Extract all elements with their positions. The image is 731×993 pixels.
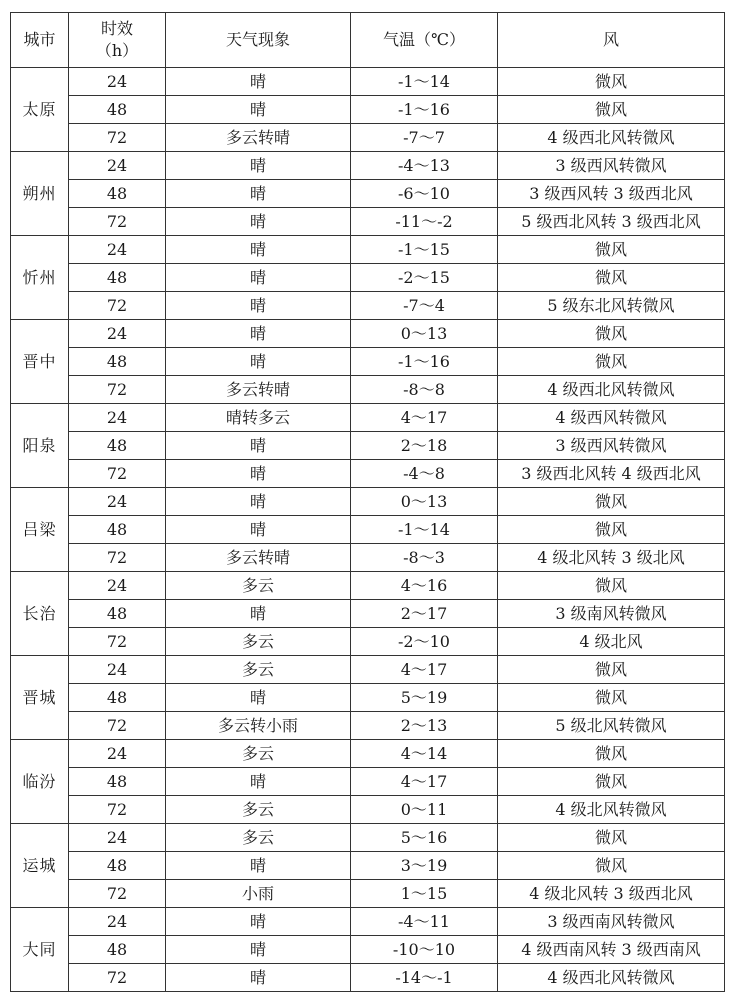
city-name: 阳泉 (11, 404, 69, 488)
table-row (11, 516, 725, 544)
wind-cell: 3 级西风转 3 级西北风 (498, 180, 725, 208)
period-cell: 24 (69, 320, 166, 348)
weather-cell: 晴 (166, 460, 351, 488)
wind-cell: 微风 (498, 740, 725, 768)
weather-cell: 晴 (166, 600, 351, 628)
wind-cell: 微风 (498, 684, 725, 712)
table-row (11, 124, 725, 152)
table-row (11, 180, 725, 208)
temp-cell: 2～13 (351, 712, 498, 740)
weather-cell: 晴 (166, 320, 351, 348)
temp-cell: 4～17 (351, 768, 498, 796)
table-row (11, 460, 725, 488)
weather-cell: 多云 (166, 796, 351, 824)
city-name: 临汾 (11, 740, 69, 824)
wind-cell: 3 级西风转微风 (498, 432, 725, 460)
table-row (11, 600, 725, 628)
weather-cell: 晴 (166, 432, 351, 460)
temp-cell: 4～17 (351, 404, 498, 432)
period-cell: 48 (69, 768, 166, 796)
temp-cell: -14～-1 (351, 964, 498, 992)
period-cell: 24 (69, 236, 166, 264)
wind-cell: 4 级北风转微风 (498, 796, 725, 824)
wind-cell: 微风 (498, 852, 725, 880)
wind-cell: 3 级西风转微风 (498, 152, 725, 180)
forecast-table (10, 12, 725, 992)
period-cell: 48 (69, 96, 166, 124)
table-row (11, 936, 725, 964)
table-row (11, 236, 725, 264)
period-cell: 48 (69, 684, 166, 712)
table-row (11, 796, 725, 824)
table-row (11, 152, 725, 180)
table-row (11, 348, 725, 376)
wind-cell: 微风 (498, 348, 725, 376)
city-name: 晋中 (11, 320, 69, 404)
forecast-body (11, 68, 725, 992)
wind-cell: 微风 (498, 572, 725, 600)
period-cell: 72 (69, 880, 166, 908)
table-row (11, 264, 725, 292)
table-row (11, 852, 725, 880)
wind-cell: 微风 (498, 264, 725, 292)
period-cell: 24 (69, 572, 166, 600)
period-cell: 72 (69, 628, 166, 656)
temp-cell: 4～16 (351, 572, 498, 600)
temp-cell: -10～10 (351, 936, 498, 964)
header-wind: 风 (498, 13, 725, 68)
table-row (11, 656, 725, 684)
city-name: 大同 (11, 908, 69, 992)
city-name: 朔州 (11, 152, 69, 236)
period-cell: 48 (69, 432, 166, 460)
header-city: 城市 (11, 13, 69, 68)
temp-cell: 0～13 (351, 488, 498, 516)
weather-cell: 晴 (166, 264, 351, 292)
wind-cell: 微风 (498, 236, 725, 264)
temp-cell: -4～11 (351, 908, 498, 936)
weather-cell: 多云 (166, 656, 351, 684)
wind-cell: 微风 (498, 516, 725, 544)
header-period-line2: （h） (95, 41, 139, 60)
temp-cell: 5～19 (351, 684, 498, 712)
period-cell: 24 (69, 908, 166, 936)
period-cell: 72 (69, 292, 166, 320)
wind-cell: 3 级南风转微风 (498, 600, 725, 628)
wind-cell: 4 级西南风转 3 级西南风 (498, 936, 725, 964)
temp-cell: -1～16 (351, 348, 498, 376)
weather-cell: 多云转晴 (166, 376, 351, 404)
wind-cell: 微风 (498, 96, 725, 124)
wind-cell: 微风 (498, 824, 725, 852)
period-cell: 48 (69, 516, 166, 544)
temp-cell: 4～17 (351, 656, 498, 684)
period-cell: 72 (69, 796, 166, 824)
temp-cell: 3～19 (351, 852, 498, 880)
temp-cell: -4～8 (351, 460, 498, 488)
weather-cell: 多云 (166, 572, 351, 600)
temp-cell: -1～14 (351, 68, 498, 96)
wind-cell: 4 级北风转 3 级西北风 (498, 880, 725, 908)
table-row (11, 320, 725, 348)
header-period (69, 13, 166, 68)
table-row (11, 544, 725, 572)
wind-cell: 微风 (498, 768, 725, 796)
weather-cell: 晴 (166, 180, 351, 208)
period-cell: 24 (69, 488, 166, 516)
period-cell: 48 (69, 600, 166, 628)
wind-cell: 微风 (498, 320, 725, 348)
city-name: 长治 (11, 572, 69, 656)
temp-cell: -4～13 (351, 152, 498, 180)
period-cell: 72 (69, 712, 166, 740)
table-row (11, 908, 725, 936)
period-cell: 24 (69, 740, 166, 768)
weather-cell: 晴 (166, 684, 351, 712)
weather-cell: 晴 (166, 964, 351, 992)
temp-cell: -1～14 (351, 516, 498, 544)
table-row (11, 572, 725, 600)
period-cell: 72 (69, 124, 166, 152)
temp-cell: -7～4 (351, 292, 498, 320)
temp-cell: 2～17 (351, 600, 498, 628)
weather-cell: 晴 (166, 852, 351, 880)
weather-cell: 多云转晴 (166, 544, 351, 572)
weather-cell: 晴 (166, 292, 351, 320)
wind-cell: 5 级北风转微风 (498, 712, 725, 740)
table-row (11, 684, 725, 712)
table-row (11, 404, 725, 432)
weather-cell: 晴 (166, 768, 351, 796)
table-row (11, 712, 725, 740)
temp-cell: -1～15 (351, 236, 498, 264)
city-name: 晋城 (11, 656, 69, 740)
temp-cell: -7～7 (351, 124, 498, 152)
city-name: 忻州 (11, 236, 69, 320)
table-row (11, 96, 725, 124)
wind-cell: 微风 (498, 656, 725, 684)
wind-cell: 微风 (498, 68, 725, 96)
period-cell: 72 (69, 460, 166, 488)
temp-cell: -2～10 (351, 628, 498, 656)
period-cell: 48 (69, 852, 166, 880)
wind-cell: 5 级西北风转 3 级西北风 (498, 208, 725, 236)
table-row (11, 628, 725, 656)
temp-cell: -8～8 (351, 376, 498, 404)
header-temp: 气温（℃） (351, 13, 498, 68)
wind-cell: 4 级西北风转微风 (498, 376, 725, 404)
weather-cell: 晴 (166, 936, 351, 964)
temp-cell: 2～18 (351, 432, 498, 460)
period-cell: 72 (69, 208, 166, 236)
weather-cell: 多云 (166, 740, 351, 768)
weather-cell: 多云转晴 (166, 124, 351, 152)
header-period-line1: 时效 (100, 19, 133, 38)
header-weather: 天气现象 (166, 13, 351, 68)
period-cell: 24 (69, 404, 166, 432)
period-cell: 72 (69, 544, 166, 572)
table-row (11, 880, 725, 908)
wind-cell: 4 级西风转微风 (498, 404, 725, 432)
wind-cell: 3 级西北风转 4 级西北风 (498, 460, 725, 488)
weather-cell: 晴 (166, 516, 351, 544)
weather-cell: 多云 (166, 824, 351, 852)
temp-cell: 4～14 (351, 740, 498, 768)
weather-cell: 晴 (166, 908, 351, 936)
weather-cell: 晴 (166, 96, 351, 124)
temp-cell: 0～13 (351, 320, 498, 348)
table-row (11, 964, 725, 992)
table-row (11, 740, 725, 768)
weather-cell: 小雨 (166, 880, 351, 908)
temp-cell: 5～16 (351, 824, 498, 852)
period-cell: 48 (69, 264, 166, 292)
table-row (11, 376, 725, 404)
period-cell: 48 (69, 348, 166, 376)
wind-cell: 4 级西北风转微风 (498, 964, 725, 992)
wind-cell: 3 级西南风转微风 (498, 908, 725, 936)
wind-cell: 4 级西北风转微风 (498, 124, 725, 152)
header-row (11, 13, 725, 68)
weather-cell: 晴 (166, 236, 351, 264)
weather-cell: 晴 (166, 208, 351, 236)
period-cell: 24 (69, 68, 166, 96)
period-cell: 24 (69, 824, 166, 852)
table-row (11, 432, 725, 460)
table-row (11, 208, 725, 236)
wind-cell: 4 级北风转 3 级北风 (498, 544, 725, 572)
weather-cell: 晴 (166, 348, 351, 376)
table-row (11, 768, 725, 796)
period-cell: 72 (69, 376, 166, 404)
weather-cell: 晴 (166, 68, 351, 96)
weather-cell: 多云 (166, 628, 351, 656)
period-cell: 48 (69, 936, 166, 964)
wind-cell: 5 级东北风转微风 (498, 292, 725, 320)
table-row (11, 824, 725, 852)
wind-cell: 4 级北风 (498, 628, 725, 656)
period-cell: 24 (69, 656, 166, 684)
temp-cell: -2～15 (351, 264, 498, 292)
weather-cell: 晴 (166, 488, 351, 516)
weather-cell: 晴 (166, 152, 351, 180)
temp-cell: -8～3 (351, 544, 498, 572)
weather-cell: 晴转多云 (166, 404, 351, 432)
period-cell: 48 (69, 180, 166, 208)
table-row (11, 68, 725, 96)
period-cell: 24 (69, 152, 166, 180)
city-name: 太原 (11, 68, 69, 152)
weather-cell: 多云转小雨 (166, 712, 351, 740)
temp-cell: 1～15 (351, 880, 498, 908)
city-name: 运城 (11, 824, 69, 908)
period-cell: 72 (69, 964, 166, 992)
table-row (11, 292, 725, 320)
temp-cell: -1～16 (351, 96, 498, 124)
temp-cell: 0～11 (351, 796, 498, 824)
table-row (11, 488, 725, 516)
city-name: 吕梁 (11, 488, 69, 572)
wind-cell: 微风 (498, 488, 725, 516)
temp-cell: -11～-2 (351, 208, 498, 236)
temp-cell: -6～10 (351, 180, 498, 208)
